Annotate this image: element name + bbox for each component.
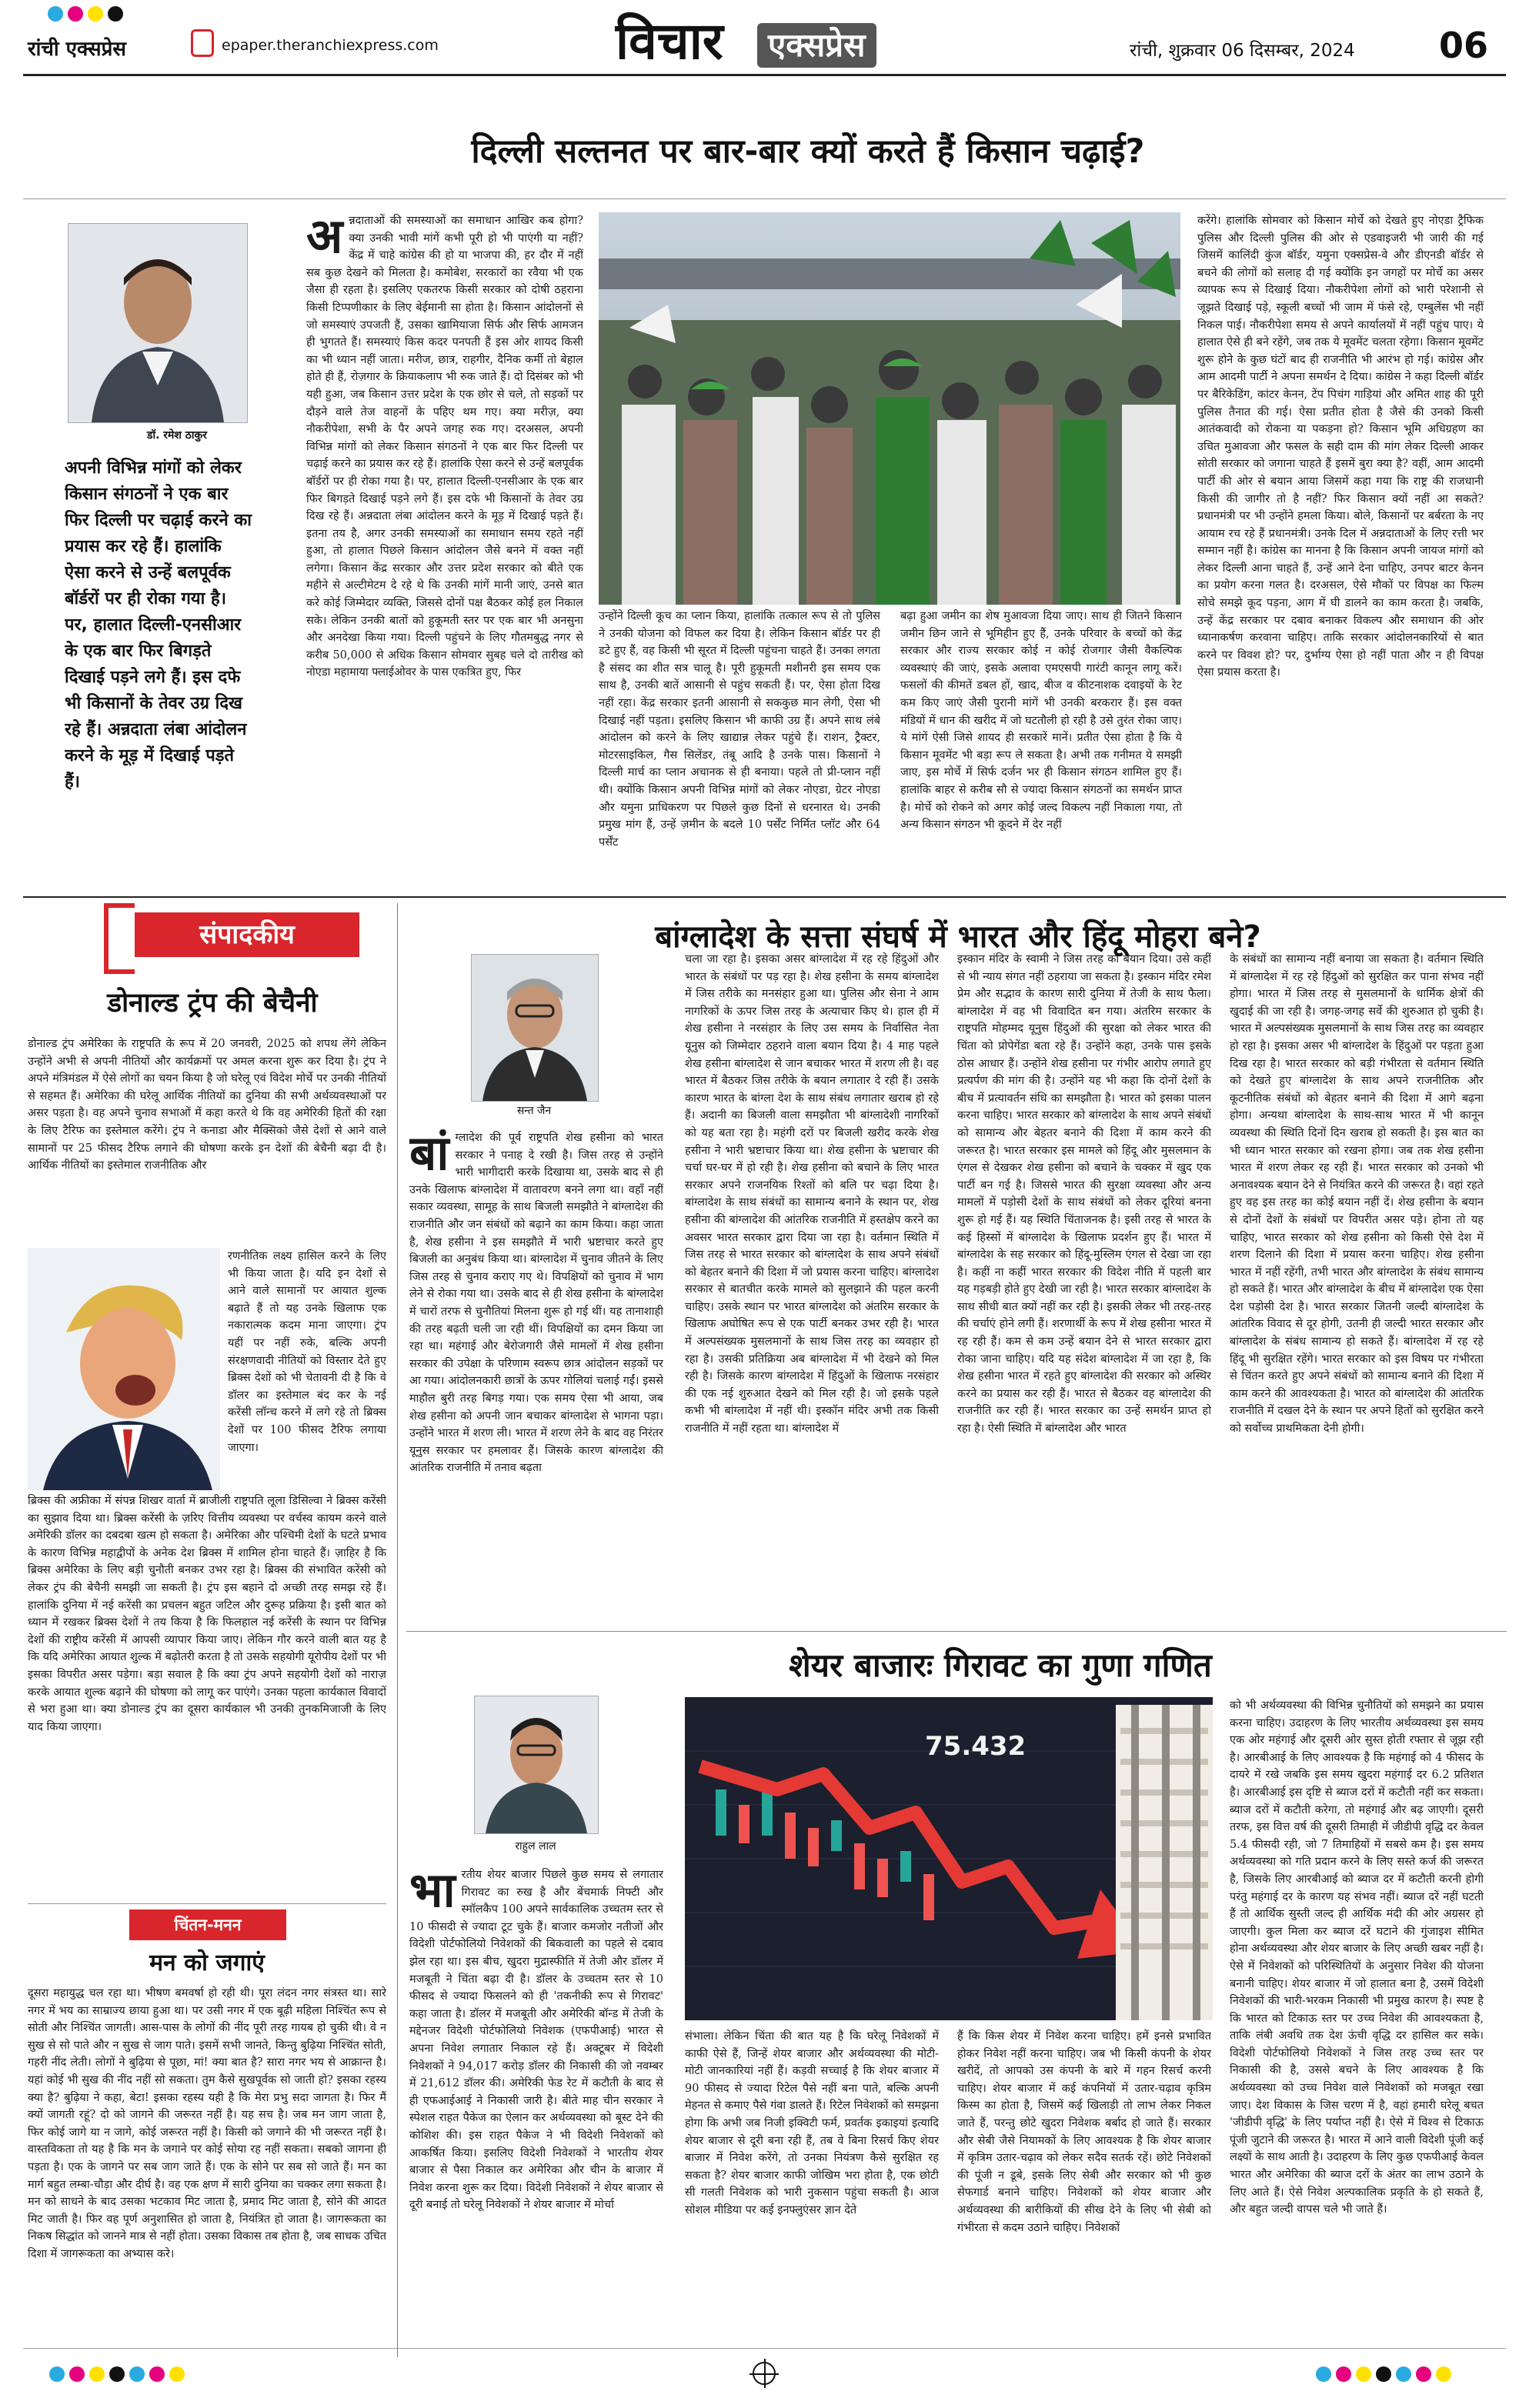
bangladesh-headline: बांग्लादेश के सत्ता संघर्ष में भारत और हिंदू मोहरा बने? — [655, 919, 1261, 955]
market-column-4: को भी अर्थव्यवस्था की विभिन्न चुनौतियों को समझने का प्रयास करना चाहिए। उदाहरण के लिए भारतीय अर्थव्यवस्था इस समय एक ओर महंगाई और दूसरी ओर सुस्त होती रफ्तार से जूझ रही है। आरबीआई के लिए आवश्यक है कि महंगाई को 4 फीसद के दायरे में रखे जबकि इस समय खुदरा महंगाई दर 6.2 प्रतिशत है। आरबीआई इस दृष्टि से ब्याज दरों में कटौती नहीं कर सकता। ब्याज दरों में कटौती करेगा, तो महंगाई और बढ़ जाएगी। दूसरी तरफ, इस वित्त वर्ष की दूसरी तिमाही में जीडीपी वृद्धि दर केवल 5.4 फीसदी रही, जो 7 तिमाहियों में सबसे कम है। इस समय अर्थव्यवस्था को गति प्रदान करने के लिए सस्ते कर्ज की जरूरत है, जिसके लिए आरबीआई को ब्याज दर में कटौती करनी होगी परंतु महंगाई दर के कारण यह संभव नहीं। ब्याज दरें नहीं घटती हैं तो आर्थिक सुस्ती जल्द ही आर्थिक मंदी की ओर अग्रसर हो जाएगी। कुल मिला कर ब्याज दरें घटाने की गुंजाइश सीमित होना अर्थव्यवस्था और शेयर बाजार के लिए अच्छी खबर नहीं है। ऐसे में निवेशकों को परिस्थितियों के अनुसार निवेश की योजना बनानी चाहिए। शेयर बाजार में जो हालात बना है, उसमें विदेशी निवेशकों की भारी-भरकम निकासी भी प्रमुख कारण है। स्पष्ट है कि भारत को टिकाऊ स्तर पर उच्च निवेश की आवश्यकता है, ताकि लंबी अवधि तक देश ऊंची वृद्धि दर हासिल कर सके। विदेशी पोर्टफोलियो निवेशकों ने जिस तरह उच्च स्तर पर निकासी की है, उससे बचने के लिए आवश्यक है कि अर्थव्यवस्था को उच्च निवेश वाले निवेशकों को मजबूत रखा जाए। देश विकास के जिस चरण में है, वहां हमारी घरेलू बचत 'जीडीपी वृद्धि' के लिए पर्याप्त नहीं है। ऐसे में विश्व से टिकाऊ पूंजी जुटाने की जरूरत है। भारत में आने वाली विदेशी पूंजी कई लक्ष्यों के साथ आती है। उदाहरण के लिए कुछ एफपीआई केवल भारत और अमेरिका की ब्याज दरों के अंतर का लाभ उठाने के लिए आते हैं। ऐसे निवेश अल्पकालिक प्रकृति के हो सकते हैं, और बहुत जल्दी वापस चले भी जाते हैं। — [1230, 1699, 1484, 2216]
editorial-headline: डोनाल्ड ट्रंप की बेचैनी — [107, 988, 318, 1019]
lead-body-column-3: बढ़ा हुआ जमीन का शेष मुआवजा दिया जाए। साथ ही जितने किसान जमीन छिन जाने से भूमिहीन हुए हैं, उनके परिवार के बच्चों को केंद्र सरकार और राज्य सरकार कोई न कोई रोजगार जैसी वैकल्पिक व्यवस्थाएं की जाएं, इसके अलावा एमएसपी गारंटी कानून लागू करें। फसलों की कीमतें डबल हों, खाद, बीज व कीटनाशक दवाइयों के रेट कम किए जाएं जैसी पुरानी मांगें भी उनकी बरकरार हैं। इस वक्त मंडियों में धान की खरीद में जो घटतौली हो रही है उसे तुरंत रोका जाए। ये मांगें ऐसी जिसे शायद ही सरकारें मानें। प्रतीत ऐसा होता है कि ये किसान मूवमेंट भी बड़ा रूप ले सकता है। अभी तक गनीमत ये समझी जाए, इस मोर्चे में सिर्फ दर्जन भर ही किसान संगठन शामिल हुए हैं। हालांकि बाहर से करीब सौ से ज्यादा किसान संगठनों का समर्थन प्राप्त है। मोर्चे को रोकने को अगर कोई जल्द विकल्प नहीं निकाला गया, तो अन्य किसान संगठन भी कूदने में देर नहीं — [900, 610, 1182, 832]
editorial-text-top: डोनाल्ड ट्रंप अमेरिका के राष्ट्रपति के रूप में 20 जनवरी, 2025 को शपथ लेंगे लेकिन उन्होंने अभी से अपनी नीतियों और कार्यक्रमों पर अमल करना शुरू कर दिया है। ट्रंप ने अपने मंत्रिमंडल में ऐसे लोगों का चयन किया है जो घरेलू एवं विदेश मोर्चे पर उनकी नीतियों से सहमत हैं। अमेरिका की घरेलू आर्थिक नीतियों का दुनिया की सभी अर्थव्यवस्थाओं पर असर पड़ता है। वह अपने चुनाव सभाओं में कहा करते थे कि वह अमेरिकी हितों की रक्षा के लिए टैरिफ का इस्तेमाल करेंगे। ट्रंप ने कनाडा और मैक्सिको जैसे देशों से आने वाले सामानों पर 25 फीसद टैरिफ लगाने की घोषणा करके इन देशों की बेचैनी बढ़ा दी है। आर्थिक नीतियों का इस्तेमाल राजनीतिक और — [28, 1038, 386, 1172]
editorial-text-bottom: ब्रिक्स की अफ्रीका में संपन्न शिखर वार्ता में ब्राजीली राष्ट्रपति लूला डिसिल्वा ने ब्रिक्स करेंसी का सुझाव दिया था। ब्रिक्स करेंसी के ज़रिए वित्तीय व्यवस्था पर वर्चस्व कायम करने वाले अमेरिकी डॉलर का दबदबा खत्म हो सकता है। अमेरिका और पश्चिमी देशों के घटते प्रभाव के कारण विभिन्न महाद्वीपों के अनेक देश ब्रिक्स में शामिल होना चाहते हैं। ज़ाहिर है कि ब्रिक्स अमेरिका के लिए बड़ी चुनौती बनकर उभर रहा है। ब्रिक्स की संभावित करेंसी को लेकर ट्रंप की बेचैनी समझी जा सकती है। ट्रंप इस बहाने दो अच्छी तरह समझ रहे हैं। हालांकि दुनिया में नई करेंसी का प्रचलन बहुत जटिल और दुरूह प्रक्रिया है। इसी बात को ध्यान में रखकर ब्रिक्स देशों ने तय किया है कि फिलहाल नई करेंसी के स्थान पर विभिन्न देशों की राष्ट्रीय करेंसी में आपसी व्यापार किया जाए। लेकिन गौर करने वाली बात यह है कि यदि अमेरिका आयात शुल्क में बढ़ोतरी करता है तो उसके सहयोगी यूरोपीय देशों पर भी इसका विपरीत असर पड़ेगा। बड़ा सवाल है कि क्या ट्रंप अपने सहयोगी देशों को नाराज़ करके आयात शुल्क बढ़ाने की घोषणा को लागू कर पाएंगे। उनका पहला कार्यकाल विवादों से भरा हुआ था। क्या डोनाल्ड ट्रंप का दूसरा कार्यकाल भी उनकी तुनकमिजाजी के लिए याद किया जाएगा। — [28, 1495, 386, 1733]
bangladesh-column-3: इस्कान मंदिर के स्वामी ने जिस तरह का बयान दिया। उसे कहीं से भी न्याय संगत नहीं ठहराया जा सकता है। इस्कान मंदिर रमेश प्रेम और सद्भाव के कारण सारी दुनिया में तेजी के साथ फैला। बांग्लादेश में वह भी विवादित बन गया। अंतरिम सरकार के राष्ट्रपति मोहम्मद यूनुस हिंदुओं की सुरक्षा को लेकर भारत की चिंता को प्रोपेगेंडा बता रहे हैं। उन्होंने कहा, उनके पास इसके ठोस आधार हैं। उन्होंने शेख हसीना पर गंभीर आरोप लगाते हुए प्रत्यर्पण की मांग की है। उन्होंने यह भी कहा कि दोनों देशों के बीच में प्रत्यावर्तन संधि का समझौता है। भारत को इसका पालन करना चाहिए। भारत सरकार को बांग्लादेश के साथ अपने संबंधों को सामान्य और बेहतर बनाने की दिशा में काम करने की जरूरत है। भारत सरकार इस मामले को हिंदू और मुसलमान के एंगल से देखकर शेख हसीना को बचाने के चक्कर में खुद एक पार्टी बन गई है। जिससे भारत की सुरक्षा व्यवस्था और अन्य मामलों में पड़ोसी देशों के साथ संबंधों को लेकर दूरियां बनना शुरू हो गई हैं। यह स्थिति चिंताजनक है। इसी तरह से भारत के कई हिस्सों में बांग्लादेश के खिलाफ प्रदर्शन हुए हैं। भारत में बांग्लादेश के सह सरकार को हिंदू-मुस्लिम एंगल से देखा जा रहा है। कहीं ना कहीं भारत सरकार की विदेश नीति में पहली बार यह गड़बड़ी होते हुए देखी जा रही है। भारत सरकार बांग्लादेश के साथ सीधी बात क्यों नहीं कर रही है। इसकी लेकर भी तरह-तरह की चर्चाएं होने लगी हैं। शरणार्थी के रूप में शेख हसीना भारत में रह रही हैं। कम से कम उन्हें बयान देने से भारत सरकार द्वारा रोका जाना चाहिए। यदि यह संदेश बांग्लादेश में जा रहा है, कि शेख हसीना भारत में रहते हुए बांग्लादेश की सरकार को अस्थिर करने का प्रयास कर रही हैं। भारत से बैठकर वह बांग्लादेश की राजनीति कर रही हैं। भारत सरकार का उन्हें समर्थन प्राप्त हो रहा है। ऐसी स्थिति में बांग्लादेश और भारत — [957, 953, 1211, 1436]
chintan-banner: चिंतन-मनन — [129, 1909, 286, 1940]
epaper-logo-icon — [191, 29, 214, 57]
author-name-sant-jain: सन्त जैन — [516, 1105, 552, 1117]
bangladesh-column-4: के संबंधों का सामान्य नहीं बनाया जा सकता है। वर्तमान स्थिति में बांग्लादेश में रह रहे हिंदुओं को सुरक्षित कर पाना संभव नहीं होगा। भारत में जिस तरह से मुसलमानों के धार्मिक क्षेत्रों की खुदाई की जा रही है। जगह-जगह सर्वे की शुरुआत हो चुकी है। भारत में अल्पसंख्यक मुसलमानों के साथ जिस तरह का व्यवहार हो रहा है। इसका असर भी बांग्लादेश के हिंदुओं पर पड़ता हुआ दिख रहा है। भारत सरकार को बड़ी गंभीरता से वर्तमान स्थिति को देखते हुए बांग्लादेश के साथ अपने राजनीतिक और कूटनीतिक संबंधों को बेहतर बनाने की दिशा में आगे बढ़ना होगा। अन्यथा बांग्लादेश के साथ-साथ भारत में भी कानून व्यवस्था की स्थिति दिनों दिन खराब हो सकती है। इस बात का भी ध्यान भारत सरकार को रखना होगा। जब तक शेख हसीना भारत में शरण लेकर रह रही हैं। भारत सरकार को उनको भी अनावश्यक बयान देने से नियंत्रित करने की जरूरत है। वहां रहते हुए वह इस तरह का कोई बयान नहीं दें। शेख हसीना के बयान से दोनों देशों के संबंधों पर विपरीत असर पड़े। होना तो यह चाहिए, भारत सरकार को शेख हसीना को किसी ऐसे देश में शरण दिलाने की दिशा में प्रयास करना चाहिए। शेख हसीना भारत में नहीं रहेंगी, तभी भारत और बांग्लादेश के संबंध सामान्य हो सकते हैं। भारत और बांग्लादेश के बीच में बांग्लादेश एक ऐसा देश पड़ोसी देश है। भारत सरकार जितनी जल्दी बांग्लादेश के आंतरिक विवाद से दूर होगी, उतनी ही जल्दी भारत सरकार और बांग्लादेश के संबंध सामान्य हो सकते हैं। बांग्लादेश में रह रहे हिंदू भी सुरक्षित रहेंगे। भारत सरकार को इस विषय पर गंभीरता से चिंतन करते हुए अपने संबंधों को सामान्य बनाने की दिशा में काम करने की आवश्यकता है। भारत को बांग्लादेश की आंतरिक राजनीति में दखल देने के स्थान पर अपने हितों को सुरक्षित करने को सर्वोच्च प्राथमिकता देनी होगी। — [1230, 953, 1484, 1436]
author-photo-rahul-lal — [474, 1696, 599, 1834]
author-photo-ramesh — [68, 223, 248, 423]
market-text-1: रतीय शेयर बाजार पिछले कुछ समय से लगातार गिरावट का रुख है और बेंचमार्क निफ्टी और स्मॉलकैप 100 अपने सार्वकालिक उच्चतम स्तर से 10 फीसदी से ज्यादा टूट चुके हैं। बाजार कमजोर नतीजों और विदेशी पोर्टफोलियो निवेशकों की बिकवाली का पहले से दबाव झेल रहा था। इस बीच, खुदरा मुद्रास्फीति में तेजी और डॉलर में मजबूती ने चिंता बढ़ा दी है। डॉलर के उच्चतम स्तर से 10 फीसद से ज्यादा फिसलने को ही 'तकनीकी रूप से गिरावट' कहा जाता है। डॉलर में मजबूती और अमेरिकी बॉन्ड में तेजी के मद्देनजर विदेशी पोर्टफोलियो निवेशक (एफपीआई) भारत से अपना निवेश लगातार निकाल रहे हैं। अक्टूबर में विदेशी निवेशकों ने 94,017 करोड़ डॉलर की निकासी की जो नवम्बर में 21,612 डॉलर की। अमेरिकी फेड रेट में कटौती के बाद से ही एफआईआई ने निकासी जारी है। बीते माह चीन सरकार ने स्पेशल राहत पैकेज का ऐलान कर अर्थव्यवस्था को बूस्ट देने की कोशिश की। इस राहत पैकेज ने भी विदेशी निवेशकों को आकर्षित किया। इसलिए विदेशी निवेशकों ने भारतीय शेयर बाजार से पैसा निकाल कर अमेरिका और चीन के बाजार में निवेश करना शुरू कर दिया। विदेशी निवेशकों ने शेयर बाजार से दूरी बनाई तो घरेलू निवेशकों ने शेयर बाजार में मोर्चा — [409, 1869, 663, 2212]
stock-market-illustration — [685, 1697, 1213, 2020]
editorial-text-side: रणनीतिक लक्ष्य हासिल करने के लिए भी किया जाता है। यदि इन देशों से आने वाले सामानों पर आयात शुल्क बढ़ाते हैं तो यह उनके खिलाफ एक नकारात्मक कदम माना जाएगा। ट्रंप यहीं पर नहीं रुके, बल्कि अपनी संरक्षणवादी नीतियों को विस्तार देते हुए ब्रिक्स देशों को भी चेतावनी दी है कि वे डॉलर का इस्तेमाल बंद कर के नई करेंसी लॉन्च करने में लगे रहे तो ब्रिक्स देशों पर 100 फीसद टैरिफ लगाया जाएगा। — [228, 1250, 386, 1454]
market-headline: शेयर बाजारः गिरावट का गुणा गणित — [789, 1646, 1212, 1684]
market-column-1 — [409, 1866, 663, 2336]
author-photo-sant-jain — [471, 954, 599, 1102]
editorial-banner-bracket — [104, 903, 135, 974]
chintan-headline: मन को जगाएं — [149, 1949, 265, 1976]
lead-headline-rule — [23, 198, 1506, 199]
footer-rule — [23, 2348, 1506, 2349]
market-dropcap: भा — [409, 1866, 456, 1918]
lead-body-column-4: करेंगे। हालांकि सोमवार को किसान मोर्चे को देखते हुए नोएडा ट्रैफिक पुलिस और दिल्ली पुलिस की ओर से एडवाइजरी भी जारी की गई जिसमें कालिंदी कुंज बॉर्डर, यमुना एक्सप्रेस-वे और डीएनडी बॉर्डर से बचने की लोगों को सलाह दी गई क्योंकि इन जगहों पर मोर्चे का असर व्यापक रूप से दिखाई दिया। नौकरीपेशा लोगों को भारी परेशानी से जूझते दिखाई पड़े, स्कूली बच्चों भी जाम में फंसे रहे, एम्बुलेंस भी नहीं निकल पाई। नौकरीपेशा समय से अपने कार्यालयों में नहीं पहुंच पाए। ये हालात ऐसे ही बने रहेंगे, जब तक ये मूवमेंट चलता रहेगा। किसान मूवमेंट शुरू होने के कुछ घंटों बाद ही राजनीति भी आरंभ हो गई। कांग्रेस और आम आदमी पार्टी ने अपना समर्थन दे दिया। कांग्रेस ने कहा दिल्ली बॉर्डर पर बैरिकेडिंग, कांटर केनन, टेंप पिचंग गाड़ियां और अमित शाह की पूरी पुलिस तैनात की गई। ऐसा प्रतीत होता है जैसे की उनको किसी आतंकवादी को रोकना या पकड़ना हो? किसान भूमि अधिग्रहण का उचित मुआवजा और फसल के सही दाम की मांग लेकर दिल्ली आकर सोती सरकार को जगाना चाहते हैं इसमें बुरा क्या है? वहीं, आम आदमी पार्टी की ओर से बयान आया जिसमें कहा गया कि राष्ट्र की राजधानी किसी की जागीर तो है नहीं? फिर किसान क्यों नहीं आ सकते? प्रधानमंत्री पर भी उन्होंने हमला किया। बोले, किसानों पर बर्बरता के नए आयाम रच रहे हैं प्रधानमंत्री। उनके दिल में अन्नदाताओं के लिए रत्ती भर सम्मान नहीं है। कांग्रेस का मानना है कि किसान अपनी जायज मांगों को लेकर दिल्ली आना चाहते हैं, उन्हें आने देना चाहिए, उनपर बाटर केनन का प्रयोग करना गलत है। दरअसल, ऐसे मौकों पर विपक्ष का फिल्म सोचे समझे कूद पड़ना, आग में घी डालने का काम करता है। जबकि, उन्हें केंद्र सरकार पर दबाव बनाकर विकल्प और समाधान की ओर ध्यानाकर्षण करवाना चाहिए। ताकि सरकार आंदोलनकारियों से बात करने पर विवश हो? पर, दुर्भाग्य ऐसा हो नहीं पाता और न ही विपक्ष ऐसा प्रयास करता है। — [1197, 215, 1484, 679]
trump-photo — [28, 1248, 220, 1490]
author-name-ramesh: डॉ. रमेश ठाकुर — [146, 429, 208, 442]
market-column-3: हैं कि किस शेयर में निवेश करना चाहिए। हमें इनसे प्रभावित होकर निवेश नहीं करना चाहिए। जब भी किसी कंपनी के शेयर खरीदें, तो आपको उस कंपनी के बारे में गहन रिसर्च करनी चाहिए। शेयर बाजार में कई कंपनियों में उतार-चढ़ाव कृत्रिम किस्म का होता है, जिसमें कई खिलाड़ी तो लाभ लेकर निकल जाते हैं, परन्तु छोटे खुदरा निवेशक बर्बाद हो जाते हैं। सरकार और सेबी जैसे नियामकों के लिए आवश्यक है कि शेयर बाजार में कृत्रिम उतार-चढ़ाव को लेकर सदैव सतर्क रहें। छोटे निवेशकों की पूंजी न डूबे, इसके लिए सेबी और सरकार को भी कुछ सेफगार्ड बनाने चाहिए। निवेशकों को शेयर बाजार और अर्थव्यवस्था की बारीकियों की सीख देने के लिए भी सेबी को गंभीरता से कदम उठाने चाहिए। निवेशकों — [957, 2030, 1211, 2234]
market-column-2: संभाला। लेकिन चिंता की बात यह है कि घरेलू निवेशकों में काफी ऐसे हैं, जिन्हें शेयर बाजार और अर्थव्यवस्था की मोटी-मोटी जानकारियां नहीं हैं। कड़वी सच्चाई है कि शेयर बाजार में 90 फीसद से ज्यादा रिटेल पैसे नहीं बना पाते, बल्कि अपनी मेहनत से कमाए पैसे गंवा डालते हैं। रिटेल निवेशकों को समझना होगा कि अभी जब निजी इक्विटी फर्म, प्रवर्तक इकाइयां इत्यादि शेयर बाजार से दूरी बना रही हैं, तब वे बिना रिसर्च किए शेयर बाजार में निवेश करेंगे, तो उनका नियंत्रण कैसे सुरक्षित रह सकता है? शेयर बाजार काफी जोखिम भरा होता है, एक छोटी सी गलती निवेशक को भारी नुकसान पहुंचा सकती है। आज सोशल मीडिया पर कई इनफ्लुएंसर ज्ञान देते — [685, 2030, 939, 2216]
lead-body-column-1 — [306, 212, 583, 889]
registration-dots-bottom-left — [49, 2366, 185, 2382]
epaper-url[interactable]: epaper.theranchiexpress.com — [222, 37, 439, 54]
section-rule-1 — [23, 896, 1506, 898]
chintan-top-rule — [28, 1903, 386, 1904]
chintan-text: दूसरा महायुद्ध चल रहा था। भीषण बमवर्षा हो रही थी। पूरा लंदन नगर संत्रस्त था। सारे नगर में भय का साम्राज्य छाया हुआ था। पर उसी नगर में एक बूढ़ी महिला निश्चिंत रूप से सोती और निश्चिंत जागती। आस-पास के लोगों की नींद पूरी तरह गायब हो चुकी थी। वे न सुख से सो पाते और न सुख से जाग पाते। इसमें सभी जानते, किन्तु बुढ़िया निश्चिंत सोती, गहरी नींद लेती। लोगों ने बुढ़िया से पूछा, मां! क्या बात है? सारा नगर भय से आक्रान्त है। यहां कोई भी सुख की नींद नहीं सो सकता। तुम कैसे सुखपूर्वक सो जाती हो? इसका रहस्य क्या है? बुढ़िया ने कहा, बेटा! इसका रहस्य यही है कि मेरा प्रभु सदा जागता है। फिर मैं क्यों जागती रहूं? दो को जागने की जरूरत नहीं है। यह सच है। जब मन जाग जाता है, फिर कोई जागे या न जागे, कोई जरूरत नहीं है। किसी को जगाने की भी जरूरत नहीं है। वास्तविकता तो यह है कि मन के जगाने पर कोई सोया रह नहीं सकता। सबको जागना ही पड़ता है। एक के जागने पर सब जाग जाते हैं। एक के सोने पर सब सो जाते हैं। मन का मार्ग बहुत लम्बा-चौड़ा और दीर्घ है। वह एक क्षण में सारी दुनिया का चक्कर लगा सकता है। मन को साधने के बाद उसका भटकाव मिट जाता है, प्रमाद मिट जाता है, सोने की आदत मिट जाती है। फिर वह पूर्ण अनुशासित हो जाता है, नियंत्रित हो जाता है। जागरूकता का निकष सिद्धांत को जानने मात्र से नहीं होता। उसका विकास तब होता है, जब साधक उचित दिशा में जागरूकता का अभ्यास करे। — [28, 1987, 386, 2260]
farmers-protest-photo — [599, 212, 1180, 605]
lead-body-column-2: उन्होंने दिल्ली कूच का प्लान किया, हालांकि तत्काल रूप से तो पुलिस ने उनकी योजना को विफल कर दिया है। लेकिन किसान बॉर्डर पर ही डटे हुए हैं, वह किसी भी सूरत में दिल्ली पहुंचना चाहते हैं। उनका लगता है संसद का शीत सत्र चालू है। पूरी हुकूमती मशीनरी इस समय एक साथ है, उनकी बातें आसानी से पहुंच सकती हैं। पर, ऐसा होता दिख नहीं रहा। केंद्र सरकार इतनी आसानी से सककुछ मान लेगी, ऐसा भी दिखाई नहीं पड़ता। इसलिए किसान भी काफी उग्र हैं। अपने साथ लंबे आंदोलन को करने के लिए खाद्यान्न लेकर पहुंचे हैं। राशन, ट्रैक्टर, मोटरसाइकिल, गैस सिलेंडर, तंबू आदि है उनके पास। किसानों ने दिल्ली मार्च का प्लान अचानक से ही बनाया। पहले तो प्री-प्लान नहीं थी। क्योंकि किसान अपनी विभिन्न मांगों को लेकर नोएडा, ग्रेटर नोएडा और यमुना प्राधिकरण पर पिछले कुछ दिनों से धरनारत थे। उनकी प्रमुख मांग हैं, उन्हें ज़मीन के बदले 10 पर्सेंट निर्मित प्लॉट और 64 पर्सेंट — [599, 610, 880, 849]
editorial-banner: संपादकीय — [135, 912, 359, 957]
lead-pull-quote: अपनी विभिन्न मांगों को लेकर किसान संगठनों ने एक बार फिर दिल्ली पर चढ़ाई करने का प्रयास कर रहे हैं। हालांकि ऐसा करने से उन्हें बलपूर्वक बॉर्डरों पर ही रोका गया है। पर, हालात दिल्ली-एनसीआर के एक बार फिर बिगड़ते दिखाई पड़ने लगे हैं। इस दफे भी किसानों के तेवर उग्र दिख रहे हैं। अन्नदाता लंबा आंदोलन करने के मूड़ में दिखाई पड़ते हैं। — [65, 459, 252, 792]
bangladesh-text-1: ग्लादेश की पूर्व राष्ट्रपति शेख हसीना को भारत सरकार ने पनाह दे रखी है। जिस तरह से उन्होंने भारी भागीदारी करके दिखाया था, उसके बाद से ही उनके खिलाफ बांग्लादेश में वातावरण बनने लगा था। वहाँ नहीं सकार व्यवस्था, सामूह के साथ बिजली समझौते ने बांग्लादेश की राजनीति और जन संबंधों को बढ़ाने का काम किया। कहा जाता है, शेख हसीना ने इस समझौते में भारी भ्रष्टाचार करते हुए बिजली का अनुबंध किया था। बांग्लादेश में चुनाव जीतने के लिए जिस तरह से चुनाव कराए गए थे। विपक्षियों को चुनाव में भाग लेने से रोका गया था। उसके बाद से ही शेख हसीना के बांग्लादेश में चारों तरफ से चुनौतियां मिलना शुरू हो गई थीं। यह तानाशाही की तरह बढ़ती चली जा रही थीं। विपक्षियों का दमन किया जा रहा था। महंगाई और बेरोजगारी जैसे मामलों में शेख हसीना सरकार की उपेक्षा के परिणाम स्वरूप छात्र आंदोलन सड़कों पर आ गया। आंदोलनकारी छात्रों के ऊपर गोलियां चलाई गईं। इससे माहौल बुरी तरह बिगड़ गया। एक समय ऐसा भी आया, जब शेख हसीना को अपनी जान बचाकर बांग्लादेश से भागना पड़ा। उन्होंने भारत में शरण ली। भारत में शरण लेने के बाद वह निरंतर यूनुस सरकार पर हमलावर हैं। जिसके कारण बांग्लादेश की आंतरिक राजनीति में तनाव बढ़ता — [409, 1132, 663, 1475]
masthead-paper-name: रांची एक्सप्रेस — [28, 38, 127, 61]
registration-crosshair-icon — [753, 2362, 776, 2385]
masthead — [0, 0, 1529, 75]
bangladesh-dropcap: बां — [409, 1129, 449, 1181]
column-divider-left — [397, 903, 398, 2357]
lead-dropcap: अ — [306, 212, 343, 264]
bangladesh-column-1 — [409, 1129, 663, 1622]
section-title-express: एक्सप्रेस — [757, 23, 876, 68]
lead-headline: दिल्ली सल्तनत पर बार-बार क्यों करते हैं किसान चढ़ाई? — [471, 132, 1145, 171]
author-name-rahul-lal: राहुल लाल — [515, 1840, 556, 1853]
lead-text-1: न्नदाताओं की समस्याओं का समाधान आखिर कब होगा? क्या उनकी भावी मांगें कभी पूरी हो भी पाएंगी या नहीं? केंद्र में चाहे कांग्रेस की हो या भाजपा की, हर दौर में नहीं सब कुछ देखने को मिलता है। कमोबेश, सरकारों का रवैया भी एक जैसा ही रहता है। इसलिए एकतरफ किसी सरकार को दोषी ठहराना किसी टिप्पणीकार के लिए बेईमानी सा होता है। किसान आंदोलनों से जो समस्याएं उपजती हैं, उसका खामियाजा सिर्फ और सिर्फ आमजन ही भुगतते हैं। समस्याएं किस कदर पनपती हैं इस ओर शायद किसी का भी ध्यान नहीं जाता। मरीज, छात्र, राहगीर, दैनिक कर्मी तो बेहाल होते ही हैं, रोज़गार के क्रियाकलाप भी रुक जाते हैं। दो दिसंबर को भी यही हुआ, जब किसान उत्तर प्रदेश के एक छोर से चले, तो सड़कों पर दौड़ने वाले तेज वाहनों के पहिए थम गए। क्या मरीज़, क्या नौकरीपेशा, सभी के पैर अपने जगह रुक गए। दरअसल, अपनी विभिन्न मांगों को लेकर किसान संगठनों ने एक बार फिर दिल्ली पर चढ़ाई करने का प्रयास कर रहे हैं। हालांकि ऐसा करने से उन्हें बलपूर्वक बॉर्डरों पर ही रोका गया है। पर, हालात दिल्ली-एनसीआर के एक बार फिर बिगड़ते दिखाई पड़ने लगे हैं। इस दफे भी किसानों के तेवर उग्र दिख रहे हैं। अन्नदाता लंबा आंदोलन करने के मूड़ में दिखाई पड़ते हैं। इतना तय है, अगर उनकी समस्याओं का समाधान समय रहते नहीं हुआ, तो हालात पिछले किसान आंदोलन जैसे बनने में वक्त नहीं लगेगा। किसान केंद्र सरकार और उत्तर प्रदेश सरकार को बीते एक महीने से अल्टीमेटम दे रहे थे कि उनकी मांगें मानी जाएं, उनसे बात करे कोई जिम्मेदार व्यक्ति, जिससे दोनों पक्ष बैठकर कोई हल निकाल सके। लेकिन उनकी बातों को हुकूमती स्तर पर एक बार भी अनसुना और अनदेखा किया गया। दिल्ली पहुंचने के लिए गौतमबुद्ध नगर से करीब 50,000 से अधिक किसान सोमवार सुबह चले दो तारीख को नोएडा महामाया फ्लाईओवर के पास एकत्रित हुए, फिर — [306, 215, 583, 679]
page-number: 06 — [1439, 25, 1489, 66]
registration-dots-bottom-right — [1316, 2366, 1451, 2382]
section-title-vichar: विचार — [616, 12, 723, 71]
section-rule-2 — [406, 1631, 1507, 1632]
bangladesh-column-2: चला जा रहा है। इसका असर बांग्लादेश में रह रहे हिंदुओं और भारत के संबंधों पर पड़ रहा है। शेख हसीना के समय बांग्लादेश में जिस तरीके का मनसंहार हुआ था। पुलिस और सेना ने आम नागरिकों के ऊपर जिस तरह के अत्याचार किए थे। हाल ही में शेख हसीना ने नरसंहार के लिए उस समय के निर्वासित नेता यूनुस को जिम्मेदार ठहराने वाला बयान दिया है। 4 माह पहले शेख हसीना बांग्लादेश से जान बचाकर भारत में शरण ली है। वह भारत में बैठकर जिस तरीके के बयान लगातार दे रही हैं। उसके कारण भारत के बांग्ला देश के साथ संबंध लगातार खराब हो रहे हैं। अदानी का बिजली वाला समझौता भी बांग्लादेशी नागरिकों को यह बता रहा है। महंगी दरों पर बिजली खरीद करके शेख हसीना ने भारी भ्रष्टाचार किया था। शेख हसीना के भ्रष्टाचार की चर्चा घर-घर में हो रही है। शेख हसीना को बचाने के लिए भारत सरकार अपने राजनयिक रिश्तों को बलि पर चढ़ा दिया है। बांग्लादेश के साथ संबंधों का सामान्य बनाने के स्थान पर, शेख हसीना की बांग्लादेश की आंतरिक राजनीति में हस्तक्षेप करने का अवसर भारत सरकार द्वारा दिया जा रहा है। वर्तमान स्थिति में जिस तरह से भारत सरकार को बांग्लादेश के साथ अपने संबंधों को बेहतर बनाने की दिशा में जो प्रयास करना चाहिए। बांग्लादेश सरकार से बातचीत करके मामले को सुलझाने की पहल करनी चाहिए। उसके स्थान पर भारत बांग्लादेश को अंतरिम सरकार के खिलाफ अघोषित रूप से एक पार्टी बनकर उभर रही है। भारत में अल्पसंख्यक मुसलमानों के साथ जिस तरह का व्यवहार हो रहा है। उसकी प्रतिक्रिया अब बांग्लादेश में भी देखने को मिल रही है। जिसके कारण बांग्लादेश में हिंदुओं के खिलाफ नरसंहार की एक नई शुरुआत देखने को मिल रही है। जो इसके पहले कभी भी बांग्लादेश में नहीं थी। इस्कॉन मंदिर अभी तक किसी राजनीति में नहीं रहता था। बांग्लादेश में — [685, 953, 939, 1436]
stock-ticker-value: 75.432 — [925, 1731, 1027, 1762]
dateline: रांची, शुक्रवार 06 दिसम्बर, 2024 — [1130, 41, 1355, 61]
registration-dots-top — [48, 6, 123, 22]
masthead-rule — [23, 74, 1506, 76]
